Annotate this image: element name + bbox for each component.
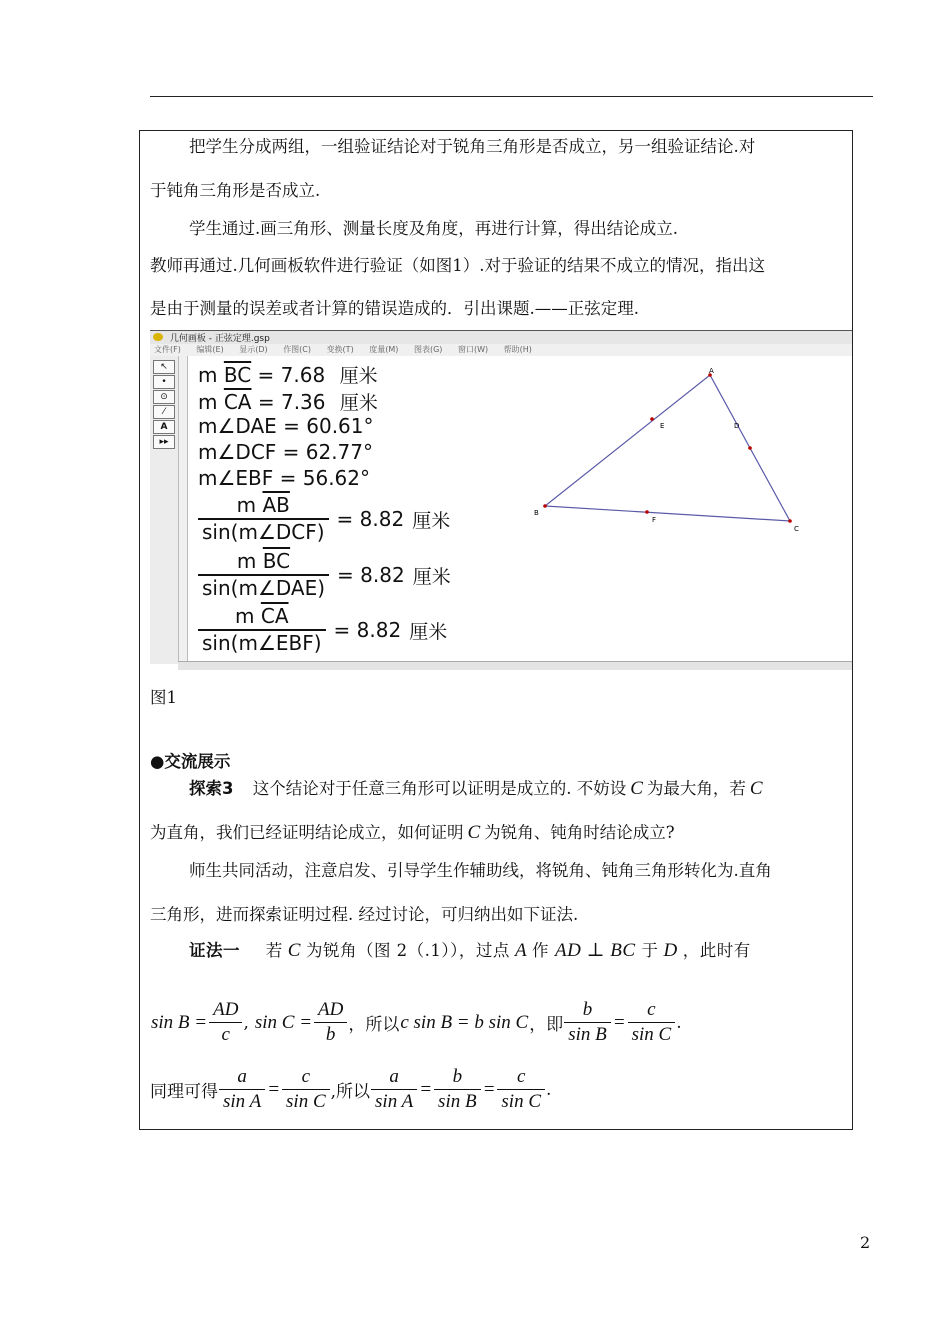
point-tool-icon[interactable]: • <box>153 375 175 389</box>
f2-frac-c-sinc <box>282 1065 330 1114</box>
f2-frac3-den: sin A <box>375 1091 414 1112</box>
measure-ca-segment: $\overline{CA}$ <box>223 390 252 414</box>
f2-frac2-den: sin C <box>286 1091 326 1112</box>
f2-equals-2: = <box>419 1078 433 1100</box>
explore-line2-text-a: 为直角，我们已经证明结论成立，如何证明 <box>150 823 464 842</box>
f2-frac3-num: a <box>371 1065 417 1090</box>
f2-frac-a-sina <box>219 1065 265 1114</box>
label-a: A <box>709 367 714 375</box>
gsp-app-icon <box>153 333 163 341</box>
menu-construct[interactable]: 作图(C) <box>283 345 312 354</box>
f1-equals: = <box>612 1011 626 1033</box>
f1-frac-ad-c <box>209 998 242 1047</box>
measure-bc-prefix: m <box>198 363 224 387</box>
text-tool-icon[interactable]: A <box>153 420 175 434</box>
method-text-e: ，此时有 <box>682 941 751 960</box>
f1-sinb: sin B = <box>151 1011 208 1033</box>
menu-file[interactable]: 文件(F) <box>154 345 181 354</box>
explore-var-c-3: C <box>467 822 481 843</box>
compass-tool-icon[interactable]: ⊙ <box>153 390 175 404</box>
gsp-vertical-scrollbar[interactable] <box>178 356 188 661</box>
ratio-ab[interactable] <box>198 493 450 545</box>
f2-frac5-num: c <box>497 1065 545 1090</box>
ratio-ab-unit: 厘米 <box>412 509 451 532</box>
f2-frac1-den: sin A <box>223 1091 262 1112</box>
f1-frac-c-sinc <box>628 998 676 1047</box>
explore-label: 探索3 <box>189 779 234 798</box>
method-var-d: D <box>663 940 678 961</box>
intro-line-3: 学生通过.画三角形、测量长度及角度，再进行计算，得出结论成立. <box>189 219 678 238</box>
section-heading-text: 交流展示 <box>164 752 231 771</box>
ratio-ca[interactable] <box>198 604 447 656</box>
f1-frac-b-sinb <box>564 998 611 1047</box>
f1-frac4-num: c <box>628 998 676 1023</box>
f1-frac1-den: c <box>221 1024 230 1045</box>
point-e[interactable] <box>650 417 654 421</box>
f2-frac4-b-sinb <box>434 1065 481 1114</box>
measure-ca[interactable] <box>198 388 378 415</box>
measure-ca-unit: 厘米 <box>339 392 378 414</box>
section-heading <box>150 752 230 772</box>
f2-frac2-num: c <box>282 1065 330 1090</box>
f2-equals-3: = <box>482 1078 496 1100</box>
explore-line-1 <box>189 779 763 799</box>
f2-so: ,所以 <box>330 1082 371 1102</box>
method-text-c: 作 <box>532 941 550 960</box>
menu-edit[interactable]: 编辑(E) <box>196 345 224 354</box>
label-d: D <box>734 422 740 430</box>
ratio-ab-numerator <box>198 493 329 520</box>
method-var-a: A <box>514 940 528 961</box>
explore-text-b: 为最大角，若 <box>646 779 746 798</box>
measure-angle-dcf[interactable]: m∠DCF = 62.77° <box>198 440 374 464</box>
f1-ie: ，即 <box>529 1015 564 1035</box>
explore-text-a: 这个结论对于任意三角形可以证明是成立的. 不妨设 <box>252 779 627 798</box>
select-arrow-icon[interactable]: ↖ <box>153 360 175 374</box>
menu-graph[interactable]: 图表(G) <box>413 345 443 354</box>
measure-angle-ebf[interactable]: m∠EBF = 56.62° <box>198 466 371 490</box>
menu-window[interactable]: 窗口(W) <box>457 345 489 354</box>
straightedge-tool-icon[interactable]: ⁄ <box>153 405 175 419</box>
f2-period: . <box>546 1079 552 1100</box>
page-number: 2 <box>860 1233 871 1252</box>
ratio-ca-num-prefix: m <box>235 604 261 628</box>
ratio-bc-num-segment: $\overline{BC}$ <box>262 549 291 573</box>
f1-frac-ad-b <box>314 998 347 1047</box>
measure-bc-unit: 厘米 <box>339 365 378 387</box>
f1-sinc: sin C = <box>254 1011 313 1033</box>
ratio-bc[interactable] <box>198 549 451 601</box>
gsp-window-title: 几何画板 - 正弦定理.gsp <box>169 334 270 344</box>
f2-frac5-den: sin C <box>501 1091 542 1112</box>
f2-frac1-num: a <box>219 1065 265 1090</box>
measure-angle-dae[interactable]: m∠DAE = 60.61° <box>198 414 374 438</box>
explore-var-c-2: C <box>749 778 763 799</box>
menu-measure[interactable]: 度量(M) <box>369 345 399 354</box>
ratio-bc-numerator <box>198 549 329 576</box>
method-text-a: 若 <box>265 941 283 960</box>
point-b[interactable] <box>543 504 547 508</box>
activity-line-2: 三角形，进而探索证明过程. 经过讨论，可归纳出如下证法. <box>150 905 579 924</box>
f1-frac3-num: b <box>564 998 611 1023</box>
method-var-c: C <box>287 940 301 961</box>
f1-frac2-den: b <box>325 1024 336 1045</box>
intro-line-5: 是由于测量的误差或者计算的错误造成的．引出课题.——正弦定理. <box>150 299 639 318</box>
triangle-abc[interactable] <box>545 375 790 521</box>
ratio-ab-num-segment: $\overline{AB}$ <box>262 493 290 517</box>
intro-line-2: 于钝角三角形是否成立. <box>150 181 321 200</box>
bullet-icon: ● <box>150 752 165 771</box>
activity-line-1: 师生共同活动，注意启发、引导学生作辅助线，将锐角、钝角三角形转化为.直角 <box>189 861 772 880</box>
f1-so: ，所以 <box>348 1015 400 1035</box>
ratio-ab-value: = 8.82 <box>336 507 405 531</box>
measure-bc-value: = 7.68 <box>251 363 332 387</box>
explore-line2-text-b: 为锐角、钝角时结论成立? <box>484 823 675 842</box>
method-perpendicular: AD ⊥ BC <box>555 940 636 961</box>
ratio-ca-value: = 8.82 <box>333 618 402 642</box>
triangle-sketch[interactable] <box>530 360 820 540</box>
f2-frac4-den: sin B <box>438 1091 477 1112</box>
f1-csinb-eq: c sin B = b sin C <box>400 1011 529 1033</box>
menu-display[interactable]: 显示(D) <box>239 345 268 354</box>
explore-line-2 <box>150 823 675 843</box>
f1-comma: , <box>243 1012 249 1033</box>
label-b: B <box>534 509 539 517</box>
figure-caption: 图1 <box>150 688 177 707</box>
f1-frac1-num: AD <box>209 998 242 1023</box>
f2-frac5-c-sinc <box>497 1065 545 1114</box>
gsp-title-bar <box>150 330 852 345</box>
method-label: 证法一 <box>189 941 240 960</box>
ratio-ca-num-segment: $\overline{CA}$ <box>260 604 289 628</box>
method-text-d: 于 <box>641 941 659 960</box>
measure-bc-segment: $\overline{BC}$ <box>223 363 252 387</box>
method-text-b: 为锐角（图 2（.1）），过点 <box>305 941 510 960</box>
explore-var-c: C <box>630 778 643 799</box>
intro-line-1: 把学生分成两组，一组验证结论对于锐角三角形是否成立，另一组验证结论.对 <box>189 137 756 156</box>
f1-frac4-den: sin C <box>631 1024 672 1045</box>
point-c[interactable] <box>788 519 792 523</box>
label-f: F <box>652 516 657 524</box>
f2-equals-1: = <box>267 1078 281 1100</box>
f1-frac3-den: sin B <box>568 1024 607 1045</box>
f2-lead: 同理可得 <box>150 1082 218 1102</box>
point-f[interactable] <box>645 510 649 514</box>
ratio-ab-denominator: sin(m∠DCF) <box>202 520 325 544</box>
label-e: E <box>660 422 665 430</box>
formula-line-1 <box>150 998 682 1047</box>
label-c: C <box>794 525 799 533</box>
method-one-line <box>189 941 751 961</box>
f1-period: . <box>676 1012 682 1033</box>
point-d[interactable] <box>748 446 752 450</box>
ratio-bc-num-prefix: m <box>236 549 263 573</box>
measure-ca-value: = 7.36 <box>251 390 332 414</box>
measure-bc[interactable] <box>198 361 378 388</box>
formula-line-2 <box>150 1065 551 1114</box>
menu-help[interactable]: 帮助(H) <box>503 345 532 354</box>
custom-tool-icon[interactable]: ▸▸ <box>153 435 175 449</box>
ratio-ca-unit: 厘米 <box>409 620 448 643</box>
ratio-ca-numerator <box>198 604 326 631</box>
menu-transform[interactable]: 变换(T) <box>326 345 354 354</box>
gsp-toolbox <box>150 356 179 664</box>
gsp-horizontal-scrollbar[interactable] <box>178 661 852 670</box>
ratio-ca-denominator: sin(m∠EBF) <box>202 631 322 655</box>
header-rule <box>150 96 873 97</box>
f2-frac3-a-sina <box>371 1065 417 1114</box>
measure-ca-prefix: m <box>198 390 224 414</box>
f1-frac2-num: AD <box>314 998 347 1023</box>
ratio-bc-unit: 厘米 <box>412 565 451 588</box>
ratio-bc-value: = 8.82 <box>337 563 405 587</box>
ratio-ab-num-prefix: m <box>236 493 263 517</box>
intro-line-4: 教师再通过.几何画板软件进行验证（如图1）.对于验证的结果不成立的情况，指出这 <box>150 256 765 275</box>
ratio-bc-denominator: sin(m∠DAE) <box>202 576 326 600</box>
f2-frac4-num: b <box>434 1065 481 1090</box>
